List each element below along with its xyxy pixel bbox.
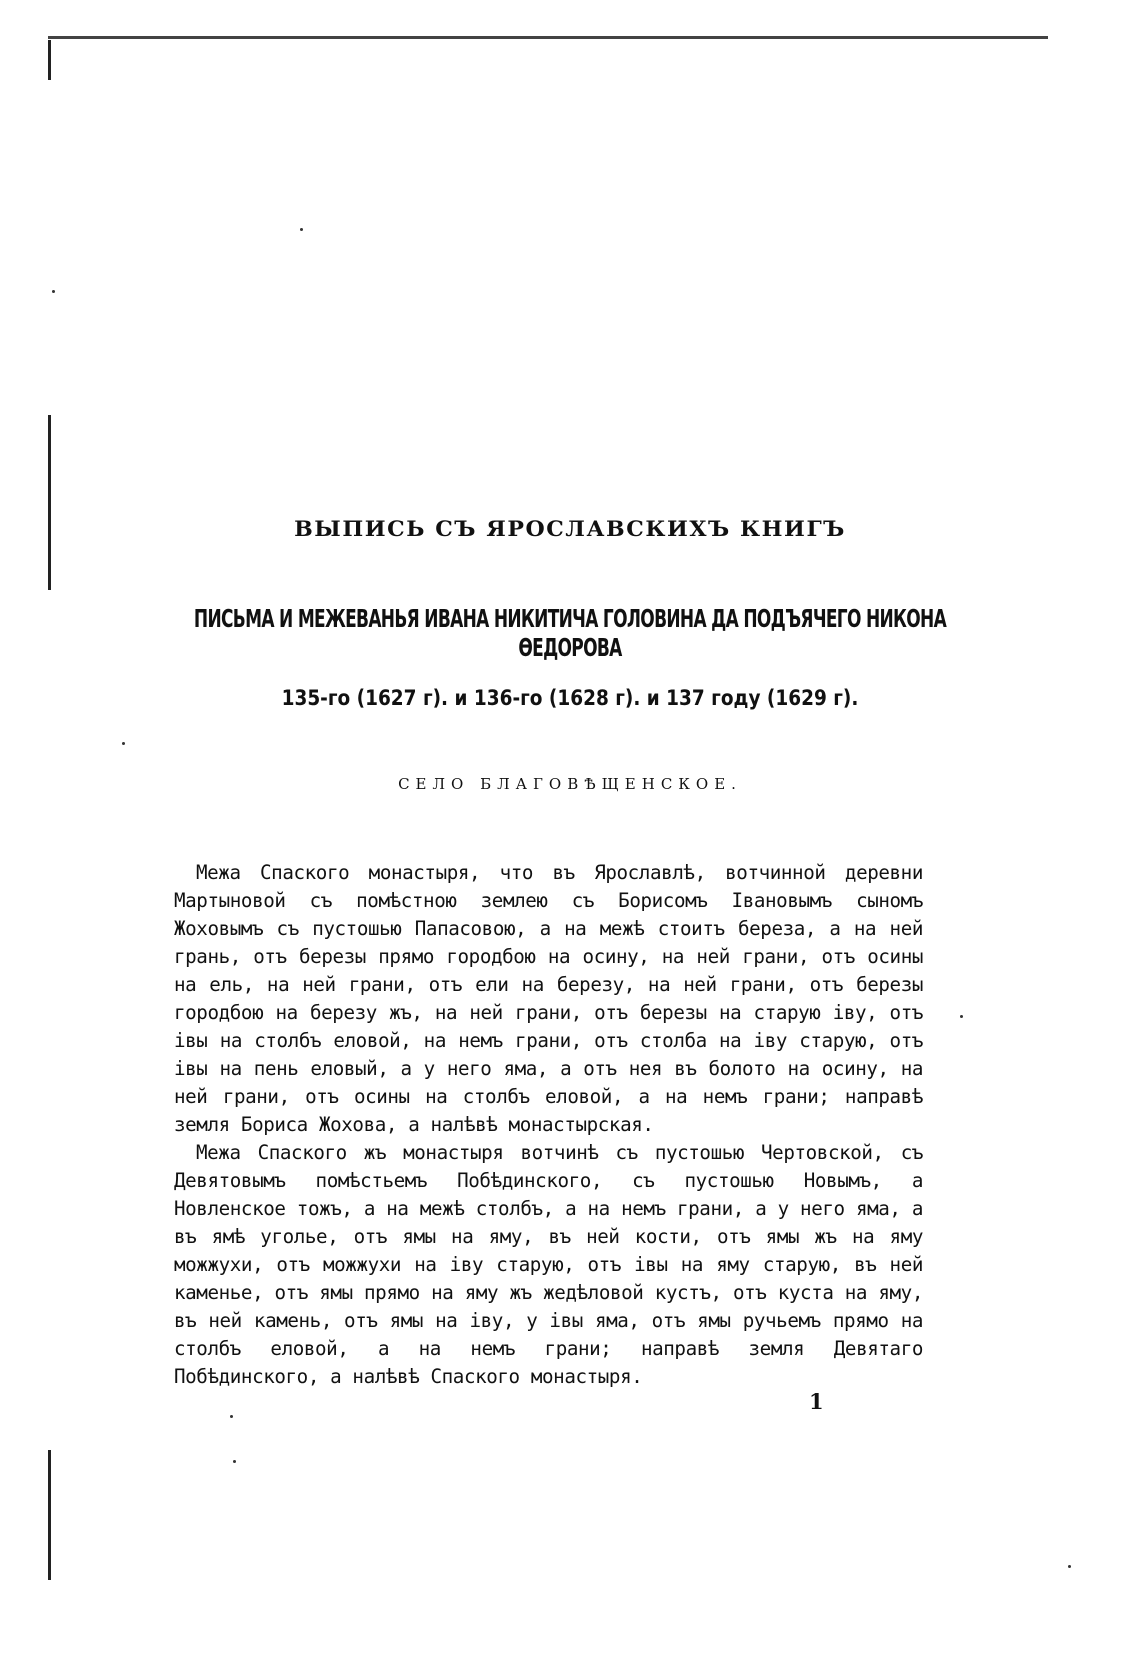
paragraph: Межа Спаского жъ монастыря вотчинѣ съ пустошью Чертовской, съ Девятовымъ помѣстьемъ Побѣдинского, съ пустошью Новымъ, а Новленское тожъ, а на межѣ столбъ, а на немъ грани, а у него яма, а въ ямѣ уголье, отъ ямы на яму, въ ней кости, отъ ямы жъ на яму можжухи, отъ можжухи на іву старую, отъ івы на яму старую, въ ней каменье, отъ ямы прямо на яму жъ жедѣловой кустъ, отъ куста на яму, въ ней камень, отъ ямы на іву, у івы яма, отъ ямы ручьемъ прямо на столбъ еловой, а на немъ грани; направѣ земля Девятаго Побѣдинского, а налѣвѣ Спаского монастыря. (174, 1141, 923, 1388)
page-number: 1 (809, 1389, 824, 1414)
scan-speck (122, 742, 125, 745)
scan-speck (960, 1015, 963, 1018)
scan-speck (233, 1460, 236, 1463)
section-heading: СЕЛО БЛАГОВѢЩЕНСКОЕ. (398, 775, 742, 793)
paragraph: Межа Спаского монастыря, что въ Ярославлѣ, вотчинной деревни Мартыновой съ помѣстною землею съ Борисомъ Івановымъ сыномъ Жоховымъ съ пустошью Папасовою, а на межѣ стоитъ береза, а на ней грань, отъ березы прямо городбою на осину, на ней грани, отъ осины на ель, на ней грани, отъ ели на березу, на ней грани, отъ березы городбою на березу жъ, на ней грани, отъ березы на старую іву, отъ івы на столбъ еловой, на немъ грани, отъ столба на іву старую, отъ івы на пень еловый, а у него яма, а отъ нея въ болото на осину, на ней грани, отъ осины на столбъ еловой, а на немъ грани; направѣ земля Бориса Жохова, а налѣвѣ монастырская. (174, 861, 923, 1136)
document-dates: 135-го (1627 г). и 136-го (1628 г). и 137 году (1629 г). (281, 686, 859, 710)
scan-edge-top (48, 36, 1048, 39)
scan-speck (1068, 1565, 1071, 1568)
scan-speck (300, 228, 303, 231)
document-subtitle: ПИСЬМА И МЕЖЕВАНЬЯ ИВАНА НИКИТИЧА ГОЛОВИНА ДА ПОДЪЯЧЕГО НИКОНА ѲЕДОРОВА (193, 604, 947, 662)
scan-speck (52, 290, 55, 293)
document-title: ВЫПИСЬ СЪ ЯРОСЛАВСКИХЪ КНИГЪ (294, 516, 846, 541)
scan-edge-left-3 (48, 1450, 51, 1580)
scan-edge-left-2 (48, 415, 51, 590)
body-text (174, 859, 923, 1391)
scan-edge-left-1 (48, 40, 51, 80)
scan-speck (230, 1415, 233, 1418)
